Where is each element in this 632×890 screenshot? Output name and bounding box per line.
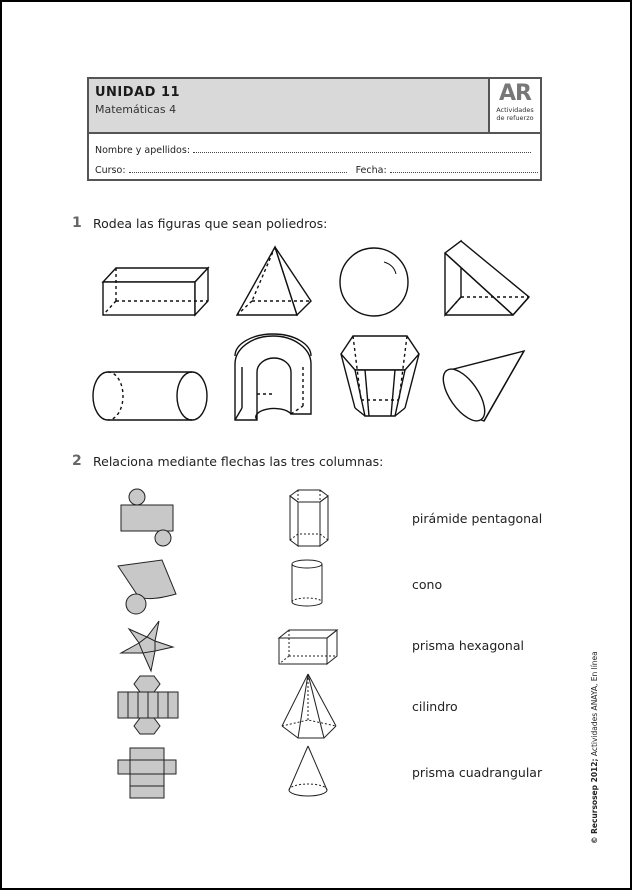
course-label: Curso: [95, 165, 126, 176]
hexagonal-prism-icon[interactable] [288, 488, 330, 548]
date-label: Fecha: [355, 165, 387, 176]
cylinder-solid-icon[interactable] [290, 558, 324, 610]
pentagonal-pyramid-net-icon[interactable] [119, 619, 175, 673]
copyright-notice [590, 651, 599, 844]
date-blank[interactable] [390, 163, 538, 173]
cone-icon[interactable] [438, 349, 526, 425]
triangular-prism-icon[interactable] [443, 239, 533, 319]
badge-caption-line1: Actividades [496, 106, 534, 114]
hexagonal-frustum-icon[interactable] [339, 332, 421, 422]
name-label: Nombre y apellidos: [95, 145, 191, 156]
activity-badge [488, 79, 540, 132]
badge-letters: AR [499, 81, 531, 106]
name-label-4[interactable]: cilindro [412, 699, 458, 714]
square-prism-net-icon[interactable] [116, 746, 178, 800]
cone-solid-icon[interactable] [287, 744, 329, 800]
pentagonal-pyramid-icon[interactable] [280, 672, 338, 742]
exercise-2-instruction: Relaciona mediante flechas las tres columnas: [93, 454, 384, 469]
exercise-1-number: 1 [72, 215, 82, 231]
name-label-2[interactable]: cono [412, 577, 443, 592]
square-prism-icon[interactable] [277, 628, 339, 666]
name-field[interactable] [95, 143, 531, 156]
cylinder-icon[interactable] [92, 370, 210, 422]
subject-title: Matemáticas 4 [95, 103, 177, 116]
cylinder-net-icon[interactable] [119, 488, 175, 548]
pyramid-icon[interactable] [235, 245, 313, 319]
course-field[interactable] [95, 163, 538, 176]
exercise-2-number: 2 [72, 453, 82, 469]
header-title-band [89, 79, 540, 134]
course-blank[interactable] [129, 163, 347, 173]
sphere-icon[interactable] [338, 246, 410, 318]
copyright-source: Actividades ANAYA, En línea [590, 651, 599, 759]
cone-net-icon[interactable] [116, 558, 180, 616]
name-label-3[interactable]: prisma hexagonal [412, 638, 524, 653]
copyright-holder: © Recursosep 2012; [590, 758, 599, 844]
name-label-1[interactable]: pirámide pentagonal [412, 511, 543, 526]
name-label-5[interactable]: prisma cuadrangular [412, 765, 543, 780]
badge-caption-line2: de refuerzo [496, 114, 534, 122]
half-pipe-icon[interactable] [233, 334, 315, 426]
rectangular-prism-icon[interactable] [102, 264, 210, 320]
unit-title: UNIDAD 11 [95, 85, 181, 100]
name-blank[interactable] [193, 143, 531, 153]
worksheet-header [87, 77, 542, 181]
exercise-1-instruction: Rodea las figuras que sean poliedros: [93, 216, 328, 231]
hexagonal-prism-net-icon[interactable] [116, 674, 180, 738]
